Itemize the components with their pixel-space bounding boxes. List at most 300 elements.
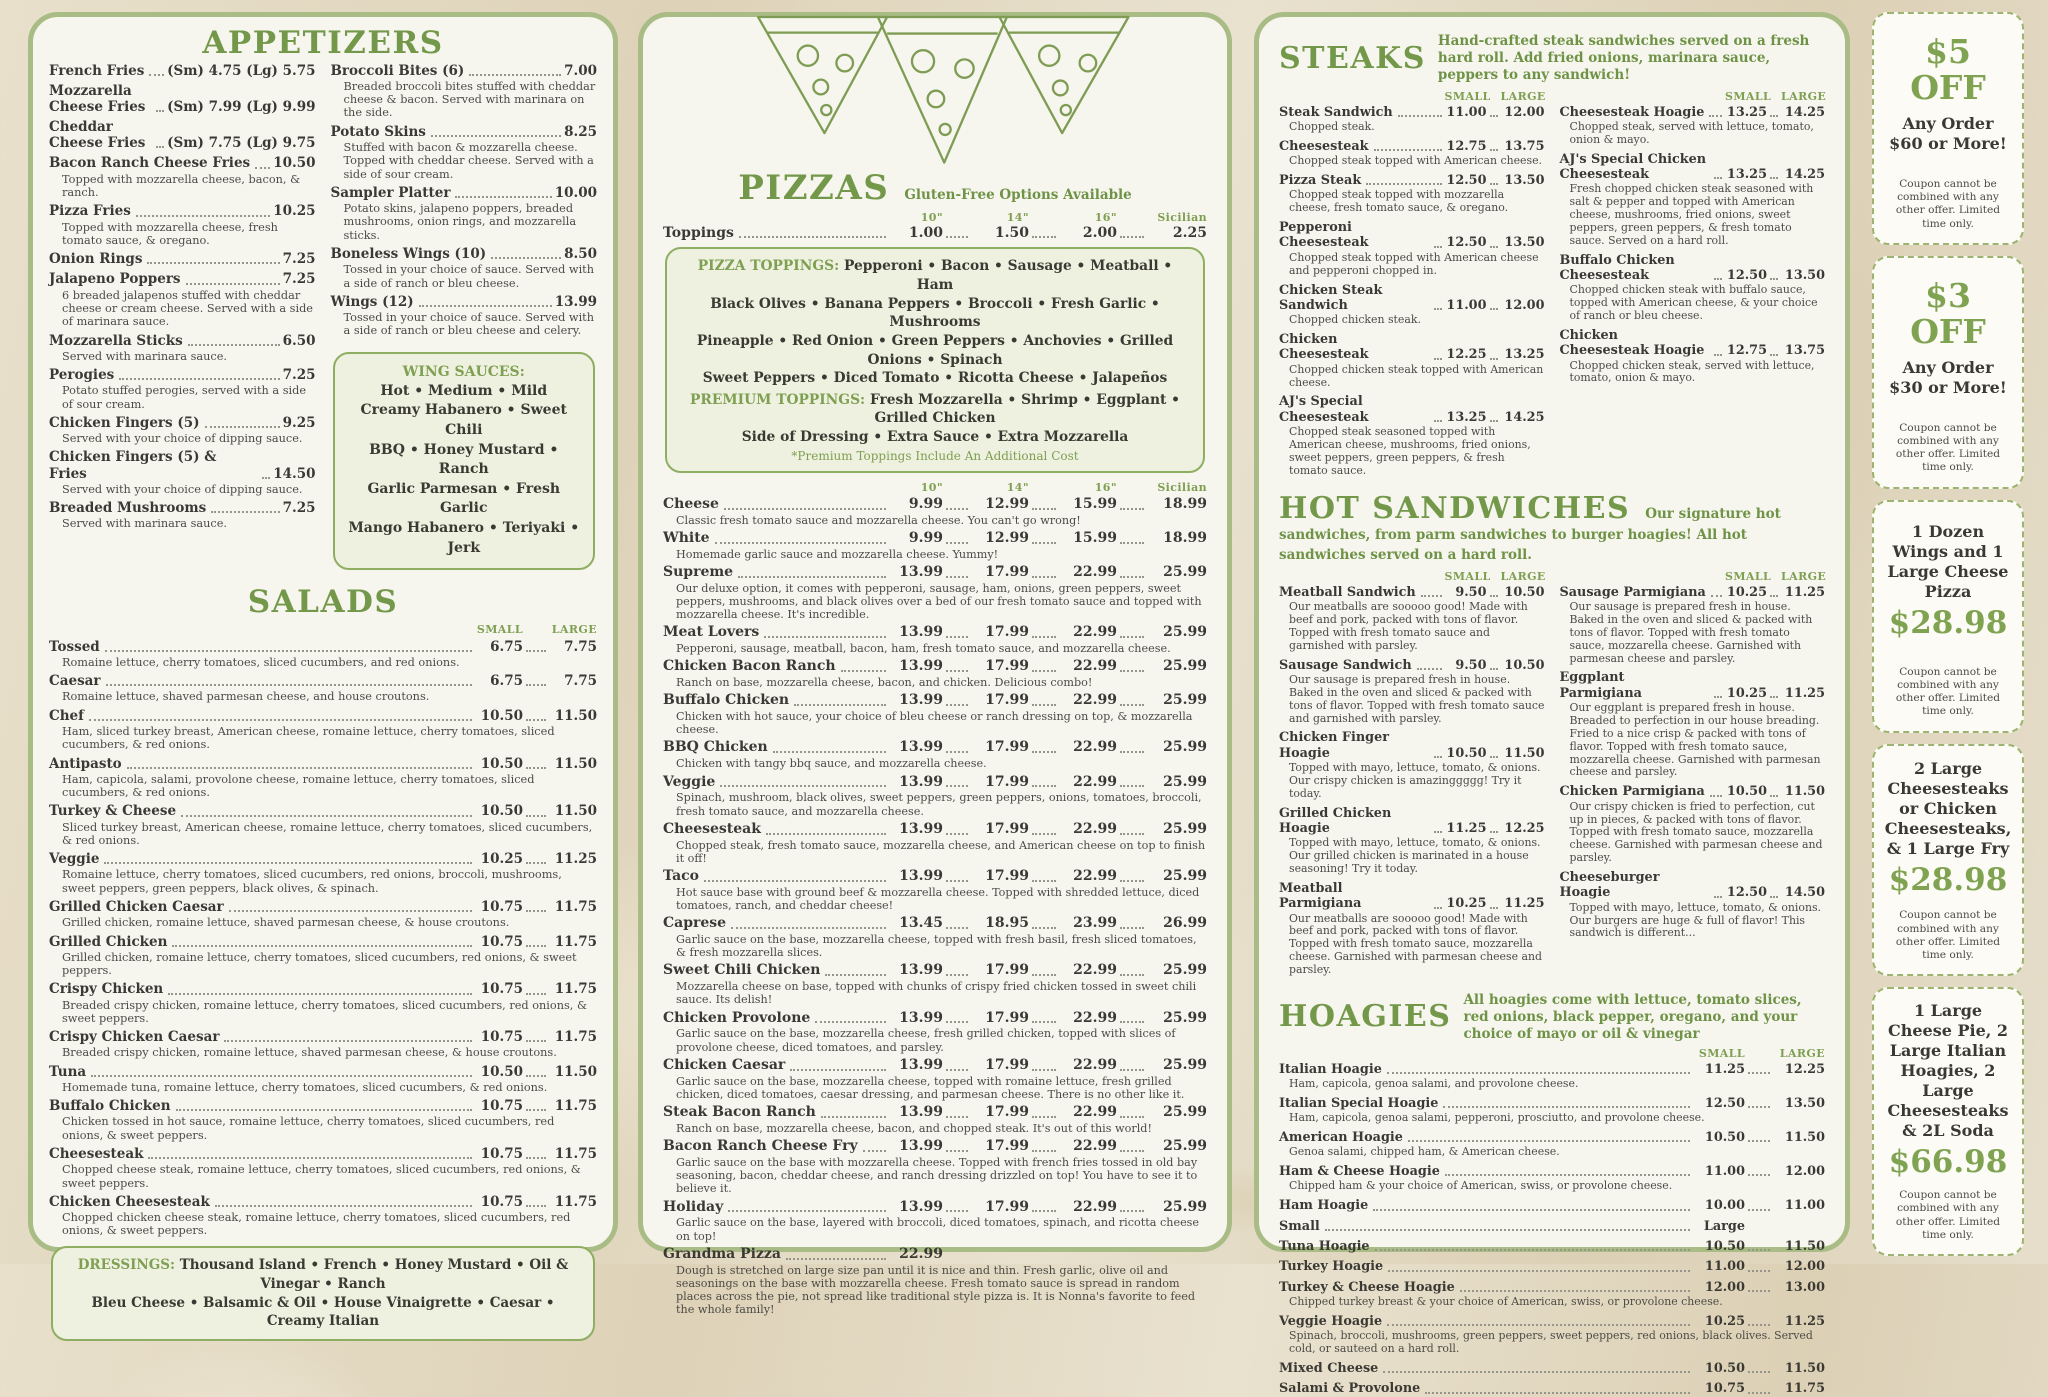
- item-price-10: 13.99: [899, 1198, 943, 1215]
- item-price-10: 13.99: [899, 563, 943, 580]
- item-price-large: 11.50: [554, 803, 597, 820]
- item-name: Boneless Wings (10): [330, 246, 487, 263]
- item-name: Sausage Parmigiana: [1559, 584, 1706, 600]
- item-price-10: 13.99: [899, 1138, 943, 1155]
- dotted-leader: [720, 785, 886, 787]
- item-price-small: 10.75: [480, 1029, 523, 1046]
- item-description: Ham, capicola, genoa salami, and provolone cheese.: [1289, 1076, 1579, 1090]
- item-price-sicilian: 25.99: [1163, 1009, 1207, 1026]
- item-price-large: 11.50: [1784, 1360, 1825, 1376]
- item-price: 10.25: [273, 203, 316, 220]
- item-name: Crispy Chicken Caesar: [49, 1029, 220, 1046]
- menu-item: [49, 639, 597, 670]
- dotted-leader: [526, 910, 546, 912]
- item-description: Topped with mayo, lettuce, tomato, & onions. Our grilled chicken is marinated in a house seasoning! Try it today.: [1289, 836, 1541, 876]
- wing-sauce-line: Hot • Medium • Mild: [380, 382, 548, 399]
- wing-sauce-line: Creamy Habanero • Sweet Chili: [360, 402, 567, 438]
- item-price: 6.50: [282, 332, 316, 349]
- coupon: [1872, 987, 2024, 1256]
- item-description: Ranch on base, mozzarella cheese, bacon, and chopped steak. It's out of this world!: [676, 1121, 1152, 1135]
- item-name: Chicken Cheesesteak Hoagie: [1559, 327, 1705, 359]
- item-price-14: 17.99: [985, 867, 1029, 884]
- item-description: Stuffed with bacon & mozzarella cheese. Topped with cheddar cheese. Served with a side of sour cream.: [343, 140, 594, 181]
- dotted-leader: [104, 862, 472, 864]
- item-name: Antipasto: [49, 755, 122, 772]
- menu-item: [49, 83, 316, 115]
- item-price-large: 11.25: [1784, 1313, 1825, 1329]
- dotted-leader: [149, 74, 164, 76]
- dotted-leader: [127, 767, 472, 769]
- item-name: Meatball Sandwich: [1279, 584, 1416, 600]
- appetizers-col-2-list: [331, 63, 598, 338]
- item-name: Holiday: [663, 1198, 724, 1215]
- item-price-small: 6.75: [490, 673, 523, 690]
- item-price-large: 11.50: [554, 755, 597, 772]
- item-price-large: 14.25: [1784, 167, 1825, 183]
- item-price: 8.50: [564, 246, 597, 263]
- item-price-large: 12.00: [1784, 1259, 1825, 1275]
- item-price-small: 12.50: [1446, 235, 1487, 251]
- menu-item: [663, 1010, 1207, 1054]
- item-price-sicilian: 25.99: [1163, 563, 1207, 580]
- dotted-leader: [1434, 756, 1442, 758]
- dotted-leader: [205, 426, 280, 428]
- item-price-large: 10.50: [1504, 657, 1545, 673]
- menu-item: [331, 124, 598, 181]
- item-price: (Sm) 7.75 (Lg) 9.75: [167, 135, 316, 152]
- hot-sandwiches-left-list: [1279, 585, 1545, 977]
- dotted-leader: [147, 262, 279, 264]
- item-price-small: 9.50: [1455, 657, 1487, 673]
- dotted-leader: [1714, 696, 1722, 698]
- item-description: Ranch on base, mozzarella cheese, bacon, and chicken. Delicious combo!: [676, 676, 1093, 690]
- item-name: Turkey & Cheese Hoagie: [1279, 1279, 1455, 1295]
- item-name: Meat Lovers: [663, 624, 760, 641]
- item-description: Served with marinara sauce.: [62, 517, 228, 531]
- item-price-large: 11.50: [1784, 1239, 1825, 1255]
- small-column-label: SMALL: [476, 622, 523, 636]
- dotted-leader: [1425, 1392, 1690, 1394]
- menu-item: [49, 63, 316, 79]
- item-description: Chicken with hot sauce, your choice of bleu cheese or ranch dressing on top, & mozzarella cheese.: [676, 710, 1193, 737]
- dotted-leader: [1417, 668, 1442, 670]
- menu-item: [49, 708, 597, 752]
- large-column-label: LARGE: [1500, 89, 1546, 103]
- item-price-large: 11.50: [554, 1063, 597, 1080]
- item-description: Tossed in your choice of sauce. Served with a side of ranch or bleu cheese.: [343, 263, 595, 290]
- toppings-price-14: 1.50: [994, 224, 1029, 241]
- dotted-leader: [1714, 354, 1722, 356]
- dotted-leader: [1714, 278, 1722, 280]
- premium-toppings-label: PREMIUM TOPPINGS:: [690, 391, 866, 408]
- item-name: Bacon Ranch Cheese Fries: [49, 155, 251, 172]
- item-price-large: 13.50: [1784, 268, 1825, 284]
- dotted-leader: [526, 1109, 546, 1111]
- dotted-leader: [790, 1069, 886, 1071]
- dotted-leader: [1421, 595, 1442, 597]
- menu-item: [1560, 585, 1826, 666]
- dotted-leader: [1375, 1249, 1690, 1251]
- small-column-label: SMALL: [1725, 569, 1772, 583]
- menu-item: [663, 692, 1207, 736]
- menu-item: [663, 1104, 1207, 1135]
- item-price-small: 10.50: [1704, 1129, 1745, 1145]
- item-description: Tossed in your choice of sauce. Served with a side of ranch or bleu cheese and celery.: [343, 311, 595, 338]
- item-description: Garlic sauce on the base with mozzarella cheese. Topped with french fries tossed in old bay seasoning, bacon, cheddar cheese, and ranch dressing drizzled on top! You have to see it to believe it.: [676, 1155, 1198, 1196]
- item-price-small: 10.50: [480, 755, 523, 772]
- item-price-small: 10.50: [1704, 1239, 1745, 1255]
- menu-item: [1279, 1219, 1825, 1234]
- dotted-leader: [455, 196, 551, 198]
- menu-item: [49, 333, 316, 364]
- item-description: Ham, capicola, genoa salami, pepperoni, prosciutto, and provolone cheese.: [1289, 1111, 1705, 1125]
- item-price-10: 13.99: [899, 1104, 943, 1121]
- dotted-leader: [1434, 358, 1442, 360]
- item-description: Hot sauce base with ground beef & mozzarella cheese. Topped with shredded lettuce, diced tomatoes, ranch, and cheddar cheese!: [676, 885, 1200, 912]
- item-description: Dough is stretched on large size pan until it is nice and thin. Fresh garlic, olive oil and seasonings on the base with mozzarella cheese. Fresh tomato sauce is spread in random places across the pie, not spread like traditional style pizza is. It is Nonna's favorite to feed the whole family!: [676, 1263, 1196, 1317]
- menu-item: [1560, 670, 1826, 779]
- coupon-disclaimer: Coupon cannot be combined with any other offer. Limited time only.: [1895, 1189, 2001, 1241]
- appetizers-title: APPETIZERS: [202, 25, 444, 61]
- item-price-14: 18.95: [985, 915, 1029, 932]
- menu-item: [49, 367, 316, 411]
- menu-item: [49, 1146, 597, 1190]
- item-name: Veggie: [663, 773, 716, 790]
- menu-item: [49, 203, 316, 247]
- steaks-size-header: [1560, 90, 1826, 103]
- menu-item: [1279, 283, 1545, 328]
- hot-sandwiches-col-2: [1560, 566, 1826, 982]
- hot-sandwiches-columns: [1279, 566, 1825, 982]
- pizzas-panel: [638, 12, 1232, 1317]
- item-name: Ham & Cheese Hoagie: [1279, 1164, 1440, 1180]
- item-name: Sausage Sandwich: [1279, 657, 1412, 673]
- dotted-leader: [1398, 115, 1442, 117]
- item-price: (Sm) 4.75 (Lg) 5.75: [167, 62, 316, 79]
- item-description: Chopped steak topped with American cheese.: [1289, 154, 1542, 168]
- dotted-leader: [863, 1150, 886, 1152]
- item-description: Breaded crispy chicken, romaine lettuce, cherry tomatoes, sliced cucumbers, red onions, & sweet peppers.: [62, 998, 588, 1025]
- dotted-leader: [176, 1109, 472, 1111]
- item-name: Perogies: [49, 367, 115, 384]
- coupon-disclaimer: Coupon cannot be combined with any other offer. Limited time only.: [1895, 665, 2001, 718]
- premium-toppings-line: Side of Dressing • Extra Sauce • Extra Mozzarella: [741, 429, 1129, 446]
- item-price-small: 10.50: [480, 1063, 523, 1080]
- menu-item: [663, 1246, 1207, 1317]
- item-price-sicilian: 18.99: [1163, 529, 1207, 546]
- menu-item: [49, 981, 597, 1025]
- item-price-large: 11.75: [554, 981, 597, 998]
- item-description: Breaded broccoli bites stuffed with cheddar cheese & bacon. Served with marinara on the side.: [343, 79, 596, 120]
- item-price: 7.25: [282, 367, 316, 384]
- dotted-leader: [106, 684, 472, 686]
- item-name: Turkey & Cheese: [49, 803, 177, 820]
- item-description: Garlic sauce on the base, mozzarella cheese, topped with romaine lettuce, fresh grilled chicken, diced tomatoes, caesar dressing, and parmesan cheese. There is no other like it.: [676, 1074, 1185, 1101]
- item-description: Chopped steak topped with mozzarella cheese, fresh tomato sauce, & oregano.: [1289, 188, 1509, 215]
- item-price-sicilian: 25.99: [1163, 1198, 1207, 1215]
- item-name: Grilled Chicken Caesar: [49, 899, 224, 916]
- item-price-large: 13.75: [1504, 138, 1545, 154]
- item-description: Chopped chicken steak, served with lettuce, tomato, onion & mayo.: [1569, 358, 1815, 385]
- item-name: Chicken Cheesesteak: [1279, 332, 1369, 363]
- item-name: Salami & Provolone: [1279, 1381, 1421, 1397]
- item-price-10: 13.99: [899, 1056, 943, 1073]
- item-price-small: 11.00: [1704, 1259, 1745, 1275]
- item-price: 7.25: [282, 271, 316, 288]
- pizzas-gluten-free-note: Gluten-Free Options Available: [904, 187, 1132, 203]
- item-price-16: 22.99: [1073, 563, 1117, 580]
- dotted-leader: [156, 110, 164, 112]
- item-description: Topped with mayo, lettuce, tomato, & onions. Our burgers are huge & full of flavor! This sandwich is different...: [1569, 900, 1822, 940]
- menu-item: [49, 271, 316, 328]
- item-price: 10.00: [554, 184, 597, 201]
- item-description: Potato skins, jalapeno poppers, breaded mushrooms, onion rings, and mozzarella sticks.: [343, 202, 577, 242]
- dotted-leader: [215, 1205, 472, 1207]
- large-column-label: LARGE: [1500, 569, 1546, 583]
- dotted-leader: [526, 993, 546, 995]
- item-price-16: 22.99: [1073, 624, 1117, 641]
- menu-item: [663, 821, 1207, 865]
- dotted-leader: [1714, 896, 1722, 898]
- size-label-14: 14": [1006, 480, 1029, 494]
- item-price-small: 13.25: [1726, 167, 1767, 183]
- item-name: Chicken Provolone: [663, 1009, 811, 1026]
- item-name: Pizza Steak: [1279, 173, 1362, 189]
- item-description: Genoa salami, chipped ham, & American cheese.: [1289, 1145, 1560, 1159]
- dotted-leader: [255, 167, 270, 169]
- coupon-price: $28.98: [1888, 604, 2008, 641]
- dotted-leader: [224, 1040, 472, 1042]
- item-description: Chicken tossed in hot sauce, romaine lettuce, cherry tomatoes, sliced cucumbers, red onions, & sweet peppers.: [62, 1115, 555, 1142]
- item-price-10: 13.99: [899, 962, 943, 979]
- item-name: Cheesesteak: [1279, 138, 1369, 154]
- item-price-small: 10.25: [1726, 584, 1767, 600]
- small-column-label: SMALL: [1725, 89, 1772, 103]
- dotted-leader: [1434, 246, 1442, 248]
- item-name: Chicken Parmigiana: [1559, 784, 1705, 800]
- item-price-large: 13.75: [1784, 343, 1825, 359]
- dotted-leader: [526, 1040, 546, 1042]
- item-price: 9.25: [282, 414, 316, 431]
- item-price-small: 12.00: [1704, 1279, 1745, 1295]
- item-description: Chopped chicken steak.: [1289, 313, 1421, 327]
- menu-item: [1279, 658, 1545, 726]
- large-column-label: LARGE: [1779, 1046, 1825, 1060]
- menu-item: [1279, 1361, 1825, 1376]
- item-price-10: 22.99: [899, 1245, 943, 1262]
- item-price-sicilian: 18.99: [1163, 495, 1207, 512]
- dotted-leader: [1460, 1290, 1690, 1292]
- item-price-sicilian: 25.99: [1163, 739, 1207, 756]
- menu-item: [49, 1098, 597, 1142]
- item-price-small: 11.00: [1446, 297, 1487, 313]
- dotted-leader: [526, 945, 546, 947]
- coupon-headline: $5 OFF: [1910, 31, 1986, 108]
- menu-item: [49, 155, 316, 199]
- pizza-toppings-line: Black Olives • Banana Peppers • Broccoli • Fresh Garlic • Mushrooms: [710, 295, 1160, 331]
- item-price-14: 17.99: [985, 624, 1029, 641]
- dotted-leader: [136, 215, 270, 217]
- item-name: Taco: [663, 867, 700, 884]
- item-price-small: 11.00: [1446, 104, 1487, 120]
- item-price-large: 14.25: [1504, 409, 1545, 425]
- item-description: Chicken with tangy bbq sauce, and mozzarella cheese.: [676, 757, 987, 771]
- hoagies-title: HOAGIES: [1279, 999, 1452, 1035]
- item-description: Our sausage is prepared fresh in house. Baked in the oven and sliced & packed with tons of flavor. Topped with fresh tomato sauce and garnished with parsley.: [1289, 672, 1545, 725]
- item-description: Potato stuffed perogies, served with a side of sour cream.: [62, 384, 307, 411]
- dotted-leader: [156, 146, 164, 148]
- item-price-small: 10.75: [480, 1146, 523, 1163]
- item-price-14: 17.99: [985, 820, 1029, 837]
- dotted-leader: [526, 1157, 546, 1159]
- item-price-small: 10.25: [1704, 1313, 1745, 1329]
- item-name: Turkey Hoagie: [1279, 1259, 1384, 1275]
- item-price-small: 9.50: [1455, 584, 1487, 600]
- item-description: Chopped cheese steak, romaine lettuce, cherry tomatoes, sliced cucumbers, red onions, & sweet peppers.: [62, 1163, 581, 1190]
- hot-sandwiches-subtitle: Our signature hot sandwiches, from parm sandwiches to burger hoagies! All hot sandwiches served on a hard roll.: [1279, 505, 1781, 563]
- premium-toppings-line: Fresh Mozzarella • Shrimp • Eggplant • Grilled Chicken: [869, 391, 1180, 427]
- item-price-large: 12.25: [1784, 1061, 1825, 1077]
- hot-sandwiches-col-1: [1279, 566, 1545, 982]
- menu-item: [663, 868, 1207, 912]
- pizzas-header: [663, 168, 1207, 208]
- coupon-disclaimer: Coupon cannot be combined with any other offer. Limited time only.: [1895, 177, 2001, 230]
- coupon-description: Any Order $60 or More!: [1889, 114, 2007, 154]
- dotted-leader: [738, 576, 886, 578]
- coupon-rail: [1872, 12, 2024, 1256]
- item-description: Our eggplant is prepared fresh in house. Breaded to perfection in our house breading. Fried to a nice crisp & packed with tons of flavor. Topped with fresh tomato sauce, mozzarella cheese. Garnished with parmesan cheese and parsley.: [1569, 701, 1821, 779]
- menu-item: [1560, 328, 1826, 385]
- menu-item: [1279, 1259, 1825, 1274]
- menu-item: [1279, 1062, 1825, 1091]
- salads-size-header: [49, 623, 597, 636]
- menu-item: [663, 739, 1207, 770]
- item-price-large: 13.50: [1784, 1095, 1825, 1111]
- item-price-large: 12.00: [1504, 104, 1545, 120]
- item-price-small: 10.75: [480, 981, 523, 998]
- item-price-small: 13.25: [1726, 104, 1767, 120]
- pizza-toppings-box: [665, 247, 1205, 472]
- menu-item: [1279, 1164, 1825, 1193]
- wing-sauce-line: Mango Habanero • Teriyaki • Jerk: [348, 519, 580, 556]
- dotted-leader: [786, 1258, 886, 1260]
- item-price-10: 13.99: [899, 1009, 943, 1026]
- dotted-leader: [739, 236, 886, 238]
- item-price-small: 12.25: [1446, 347, 1487, 363]
- item-price-large: 11.75: [1784, 1381, 1825, 1397]
- dotted-leader: [821, 1116, 886, 1118]
- menu-item: [1560, 870, 1826, 940]
- steaks-right-list: [1560, 105, 1826, 386]
- dotted-leader: [262, 477, 270, 479]
- coupon-headline: $3 OFF: [1910, 275, 1986, 351]
- dotted-leader: [431, 135, 561, 137]
- coupon: [1872, 500, 2024, 733]
- item-price-14: 17.99: [985, 658, 1029, 675]
- item-description: Ham, capicola, salami, provolone cheese, romaine lettuce, cherry tomatoes, sliced cucumbers, & red onions.: [62, 772, 535, 800]
- item-name: Onion Rings: [49, 251, 143, 268]
- dressings-box: [51, 1246, 595, 1342]
- item-price-sicilian: 25.99: [1163, 962, 1207, 979]
- dressings-line-2: Bleu Cheese • Balsamic & Oil • House Vinaigrette • Caesar • Creamy Italian: [91, 1294, 555, 1330]
- item-price-sicilian: 26.99: [1163, 915, 1207, 932]
- item-name: American Hoagie: [1279, 1129, 1403, 1145]
- item-price-large: 10.50: [1504, 584, 1545, 600]
- dotted-leader: [1434, 308, 1442, 310]
- item-name: Potato Skins: [330, 123, 426, 140]
- pizza-slices-illustration: [715, 17, 1155, 169]
- coupon-disclaimer: Coupon cannot be combined with any other offer. Limited time only.: [1895, 909, 2001, 962]
- pizza-size-header: [663, 481, 1207, 494]
- item-price-small: 6.75: [490, 638, 523, 655]
- dotted-leader: [1387, 1072, 1690, 1074]
- item-price-large: 11.75: [554, 1193, 597, 1210]
- item-name: Chicken Bacon Ranch: [663, 658, 836, 675]
- menu-item: [663, 496, 1207, 527]
- hoagies-list: [1279, 1062, 1825, 1397]
- item-description: Chopped steak, served with lettuce, tomato, onion & mayo.: [1569, 119, 1814, 146]
- item-price-10: 13.99: [899, 692, 943, 709]
- item-description: Garlic sauce on the base, layered with broccoli, diced tomatoes, spinach, and ricotta cheese on top!: [676, 1216, 1200, 1243]
- item-price-sicilian: 25.99: [1163, 624, 1207, 641]
- item-price-small: 12.50: [1726, 268, 1767, 284]
- item-name: Buffalo Chicken Cheesesteak: [1559, 252, 1675, 284]
- menu-item: [1279, 806, 1545, 876]
- item-price-large: 11.00: [1784, 1198, 1825, 1214]
- item-price-14: 17.99: [985, 1056, 1029, 1073]
- menu-item: [663, 1199, 1207, 1243]
- item-price-small: 11.25: [1446, 821, 1487, 836]
- dotted-leader: [1374, 149, 1442, 151]
- item-price-sicilian: 25.99: [1163, 820, 1207, 837]
- item-name: Wings (12): [330, 293, 414, 310]
- item-price-large: 11.50: [1504, 745, 1545, 761]
- item-name: Chicken Steak Sandwich: [1279, 282, 1383, 313]
- menu-item: [1279, 1280, 1825, 1309]
- dressings-label: DRESSINGS:: [77, 1256, 176, 1273]
- item-price-small: Large: [1703, 1218, 1745, 1234]
- item-price-small: 12.75: [1726, 343, 1767, 359]
- item-price-16: 22.99: [1073, 1198, 1117, 1215]
- item-name: Buffalo Chicken: [663, 692, 790, 709]
- item-name: Chef: [49, 707, 84, 724]
- dotted-leader: [728, 1210, 886, 1212]
- item-price-10: 13.99: [899, 867, 943, 884]
- appetizers-col-1: [49, 60, 316, 579]
- item-price-small: 13.25: [1446, 409, 1487, 425]
- coupon-description: Any Order $30 or More!: [1889, 358, 2007, 398]
- item-description: 6 breaded jalapenos stuffed with cheddar cheese or cream cheese. Served with a side of marinara sauce.: [62, 288, 313, 329]
- menu-item: [663, 564, 1207, 621]
- dotted-leader: [724, 508, 886, 510]
- menu-item: [49, 673, 597, 704]
- dotted-leader: [91, 1075, 472, 1077]
- menu-item: [663, 774, 1207, 818]
- item-price-large: 11.75: [554, 933, 597, 950]
- item-name: Grandma Pizza: [663, 1245, 781, 1262]
- item-price-small: 10.50: [480, 803, 523, 820]
- item-description: Pepperoni, sausage, meatball, bacon, ham, fresh tomato sauce, and mozzarella cheese.: [676, 642, 1171, 656]
- menu-item: [663, 1138, 1207, 1195]
- item-name: Mozzarella Cheese Fries: [49, 82, 146, 115]
- item-description: Topped with mozzarella cheese, bacon, & ranch.: [62, 172, 301, 199]
- item-price-small: 10.75: [480, 933, 523, 950]
- item-price-14: 17.99: [985, 1198, 1029, 1215]
- steaks-subtitle: Hand-crafted steak sandwiches served on a fresh hard roll. Add fried onions, marinara sauce, peppers to any sandwich!: [1437, 33, 1810, 83]
- item-name: Chicken Finger Hoagie: [1279, 730, 1389, 761]
- dotted-leader: [526, 862, 546, 864]
- item-price-small: 12.50: [1446, 173, 1487, 189]
